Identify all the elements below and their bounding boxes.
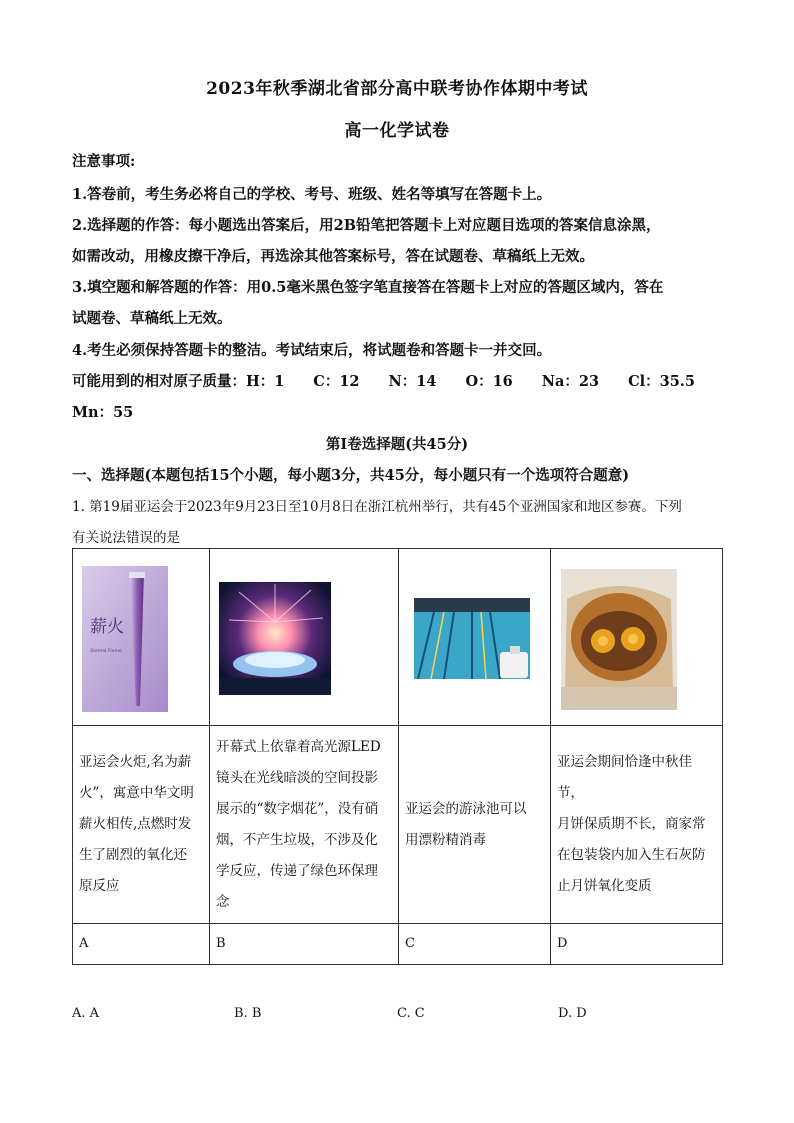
cell-text-a: 亚运会火炬,名为薪 火”，寓意中华文明 薪火相传,点燃时发 生了剧烈的氧化还 原反应 (73, 726, 210, 924)
section-heading: 一、选择题(本题包括15个小题，每小题3分，共45分，每小题只有一个选项符合题意) (72, 467, 630, 484)
exam-title: 2023年秋季湖北省部分高中联考协作体期中考试 (206, 79, 588, 99)
swimming-pool-image (414, 598, 530, 679)
note-item-3-line-2: 试题卷、草稿纸上无效。 (72, 310, 232, 327)
cell-label-d: D (551, 924, 723, 965)
note-item-1: 1.答卷前，考生务必将自己的学校、考号、班级、姓名等填写在答题卡上。 (72, 186, 552, 203)
note-item-2-line-1: 2.选择题的作答：每小题选出答案后，用2B铅笔把答题卡上对应题目选项的答案信息涂黑， (72, 217, 661, 234)
cell-text-b: 开幕式上依靠着高光源LED 镜头在光线暗淡的空间投影 展示的“数字烟花”，没有硝 烟，不产生垃圾，不涉及化 学反应，传递了绿色环保理 念 (210, 726, 399, 924)
choice-c[interactable]: C. C (397, 1006, 425, 1021)
part1-heading: 第Ⅰ卷选择题(共45分) (325, 436, 469, 453)
cell-label-b: B (210, 924, 399, 965)
note-item-4: 4.考生必须保持答题卡的整洁。考试结束后，将试题卷和答题卡一并交回。 (72, 342, 552, 359)
atomic-mass-line-2: Mn：55 (72, 404, 134, 421)
question-1-stem-line-2: 有关说法错误的是 (72, 530, 180, 546)
atomic-mass-line-1: 可能用到的相对原子质量：H：1 C：12 N：14 O：16 Na：23 Cl：35.5 (72, 373, 695, 390)
exam-subtitle: 高一化学试卷 (344, 121, 450, 141)
cell-label-a: A (73, 924, 210, 965)
cell-text-c: 亚运会的游泳池可以 用漂粉精消毒 (399, 726, 551, 924)
torch-image (82, 566, 168, 712)
choice-b[interactable]: B. B (234, 1006, 262, 1021)
torch-logo-text: 薪火 (90, 617, 124, 637)
fireworks-image (219, 582, 331, 695)
choice-d[interactable]: D. D (558, 1006, 587, 1021)
notes-heading: 注意事项: (72, 153, 136, 170)
choice-a[interactable]: A. A (72, 1006, 100, 1021)
cell-label-c: C (399, 924, 551, 965)
note-item-3-line-1: 3.填空题和解答题的作答：用0.5毫米黑色签字笔直接答在答题卡上对应的答题区域内，答在 (72, 279, 664, 296)
torch-caption-text: Eternal Flame (90, 649, 122, 654)
cell-text-d: 亚运会期间恰逢中秋佳节， 月饼保质期不长，商家常 在包装袋内加入生石灰防 止月饼氧化变质 (551, 726, 723, 924)
question-1-stem-line-1: 1. 第19届亚运会于2023年9月23日至10月8日在浙江杭州举行，共有45个亚洲国家和地区参赛。下列 (72, 499, 682, 515)
note-item-2-line-2: 如需改动，用橡皮擦干净后，再选涂其他答案标号，答在试题卷、草稿纸上无效。 (72, 248, 594, 265)
mooncake-image (561, 569, 677, 710)
